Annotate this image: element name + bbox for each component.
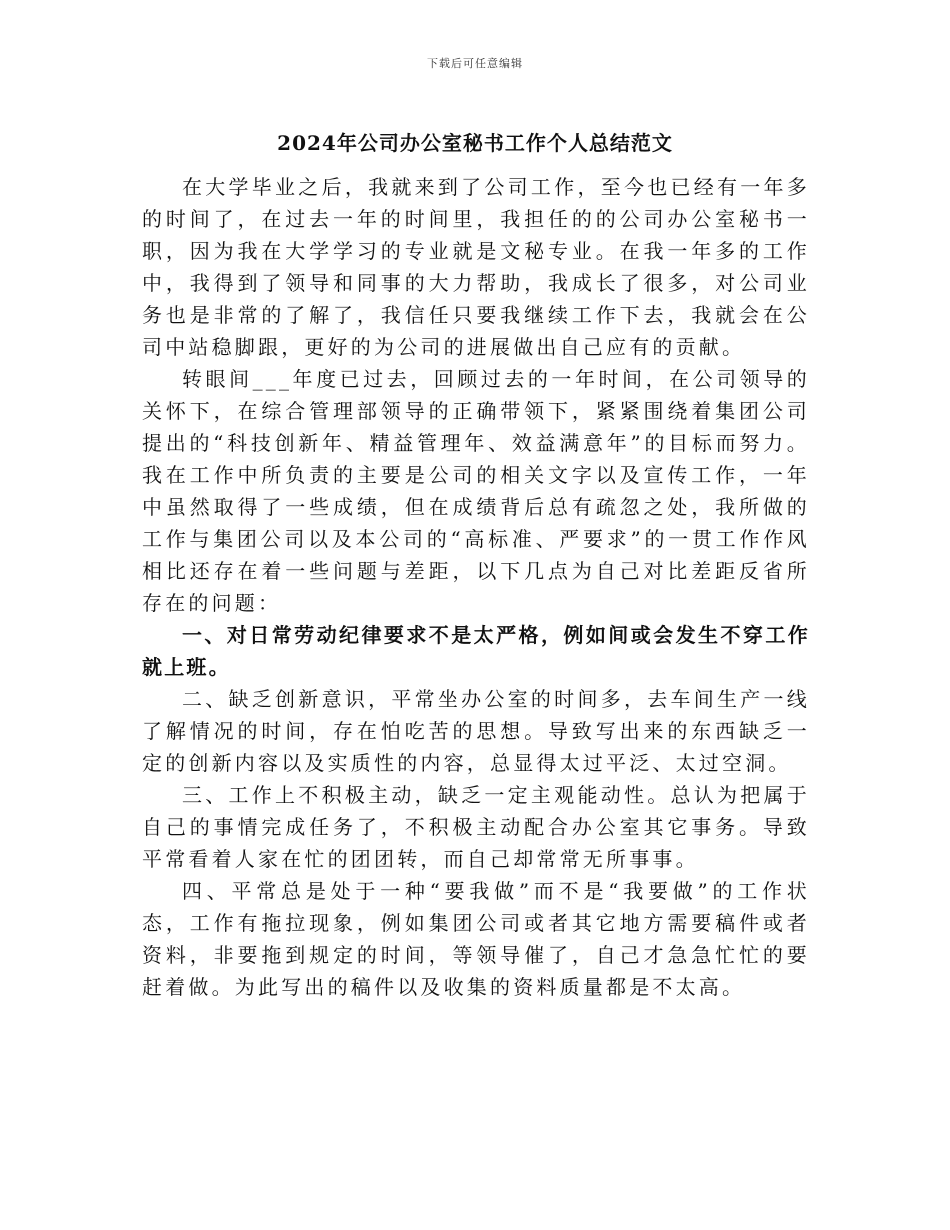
paragraph-point-3: 三、工作上不积极主动，缺乏一定主观能动性。总认为把属于自己的事情完成任务了，不积极主动配合办公室其它事务。导致平常看着人家在忙的团团转，而自己却常常无所事事。 (142, 783, 810, 871)
document-body (142, 171, 810, 1003)
paragraph-point-4: 四、平常总是处于一种“要我做”而不是“我要做”的工作状态，工作有拖拉现象，例如集团公司或者其它地方需要稿件或者资料，非要拖到规定的时间，等领导催了，自己才急急忙忙的要赶着做。为此写出的稿件以及收集的资料质量都是不太高。 (142, 879, 810, 999)
document-title: 2024年公司办公室秘书工作个人总结范文 (277, 131, 673, 155)
header-note: 下载后可任意编辑 (427, 57, 523, 70)
paragraph-point-2: 二、缺乏创新意识，平常坐办公室的时间多，去车间生产一线了解情况的时间，存在怕吃苦的思想。导致写出来的东西缺乏一定的创新内容以及实质性的内容，总显得太过平泛、太过空洞。 (142, 687, 810, 775)
paragraph-point-1: 一、对日常劳动纪律要求不是太严格，例如间或会发生不穿工作就上班。 (142, 623, 810, 679)
paragraph-review: 转眼间___年度已过去，回顾过去的一年时间，在公司领导的关怀下，在综合管理部领导的正确带领下，紧紧围绕着集团公司提出的“科技创新年、精益管理年、效益满意年”的目标而努力。我在工作中所负责的主要是公司的相关文字以及宣传工作，一年中虽然取得了一些成绩，但在成绩背后总有疏忽之处，我所做的工作与集团公司以及本公司的“高标准、严要求”的一贯工作作风相比还存在着一些问题与差距，以下几点为自己对比差距反省所存在的问题： (142, 367, 810, 615)
paragraph-intro: 在大学毕业之后，我就来到了公司工作，至今也已经有一年多的时间了，在过去一年的时间里，我担任的的公司办公室秘书一职，因为我在大学学习的专业就是文秘专业。在我一年多的工作中，我得到了领导和同事的大力帮助，我成长了很多，对公司业务也是非常的了解了，我信任只要我继续工作下去，我就会在公司中站稳脚跟，更好的为公司的进展做出自己应有的贡献。 (142, 175, 810, 359)
